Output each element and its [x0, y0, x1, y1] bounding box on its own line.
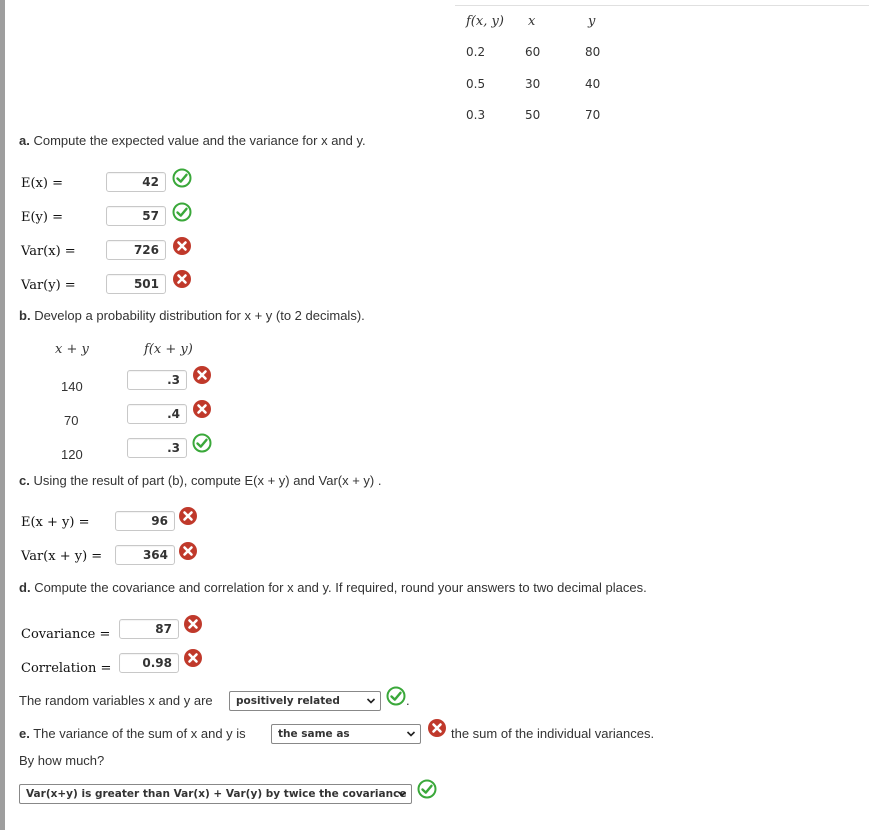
- part-b-letter: b.: [19, 308, 31, 323]
- table-top-border: [455, 5, 869, 6]
- varx-label: Var(x) =: [21, 244, 76, 259]
- xy-column-header: x + y: [55, 342, 89, 357]
- ex-input[interactable]: 42: [106, 172, 166, 192]
- part-e-letter: e.: [19, 726, 30, 741]
- part-e-text-end: the sum of the individual variances.: [451, 726, 655, 741]
- incorrect-x-icon: [172, 236, 192, 256]
- table-cell: 70: [585, 108, 601, 122]
- correlation-input[interactable]: 0.98: [119, 653, 179, 673]
- table-cell: 30: [525, 77, 541, 91]
- relation-period: .: [406, 693, 410, 708]
- incorrect-x-icon: [183, 614, 203, 634]
- table-cell: 60: [525, 45, 541, 59]
- how-much-prompt: By how much?: [19, 753, 105, 768]
- table-cell: 80: [585, 45, 601, 59]
- correct-check-icon: [172, 202, 192, 222]
- fxy-input[interactable]: .3: [127, 370, 187, 390]
- correct-check-icon: [192, 433, 212, 453]
- incorrect-x-icon: [192, 365, 212, 385]
- incorrect-x-icon: [192, 399, 212, 419]
- part-a-prompt: [19, 133, 366, 148]
- table-header-x: x: [528, 14, 536, 29]
- fxy-input[interactable]: .3: [127, 438, 187, 458]
- varxy-label: Var(x + y) =: [21, 549, 103, 564]
- exy-input[interactable]: 96: [115, 511, 175, 531]
- incorrect-x-icon: [183, 648, 203, 668]
- exy-label: E(x + y) =: [21, 515, 90, 530]
- table-cell: 40: [585, 77, 601, 91]
- variance-sum-select-value: the same as: [278, 728, 350, 740]
- table-header-y: y: [588, 14, 596, 29]
- varxy-input[interactable]: 364: [115, 545, 175, 565]
- relation-select[interactable]: [229, 691, 381, 711]
- xy-value: 140: [61, 379, 83, 394]
- incorrect-x-icon: [178, 506, 198, 526]
- part-e-prompt: [19, 726, 246, 741]
- how-much-select[interactable]: [19, 784, 412, 804]
- correlation-label: Correlation =: [21, 661, 112, 676]
- table-cell: 50: [525, 108, 541, 122]
- part-c-text: Using the result of part (b), compute E(x + y) and Var(x + y) .: [33, 473, 382, 488]
- variance-sum-select[interactable]: [271, 724, 421, 744]
- part-b-text: Develop a probability distribution for x + y (to 2 decimals).: [34, 308, 365, 323]
- covariance-input[interactable]: 87: [119, 619, 179, 639]
- part-d-text: Compute the covariance and correlation for x and y. If required, round your answers to two decimal places.: [34, 580, 647, 595]
- part-a-text: Compute the expected value and the variance for x and y.: [33, 133, 366, 148]
- part-c-prompt: [19, 473, 381, 488]
- incorrect-x-icon: [178, 541, 198, 561]
- relation-prompt: The random variables x and y are: [19, 693, 213, 708]
- ex-label: E(x) =: [21, 176, 63, 191]
- table-header-fxy: f(x, y): [466, 14, 504, 29]
- part-d-letter: d.: [19, 580, 31, 595]
- vary-input[interactable]: 501: [106, 274, 166, 294]
- part-a-letter: a.: [19, 133, 30, 148]
- relation-select-value: positively related: [236, 695, 340, 707]
- varx-input[interactable]: 726: [106, 240, 166, 260]
- part-c-letter: c.: [19, 473, 30, 488]
- chevron-down-icon: [397, 789, 407, 799]
- ey-label: E(y) =: [21, 210, 64, 225]
- how-much-select-value: Var(x+y) is greater than Var(x) + Var(y) by twice the covariance: [26, 788, 407, 800]
- part-d-prompt: [19, 580, 647, 595]
- xy-value: 70: [64, 413, 79, 428]
- incorrect-x-icon: [427, 718, 447, 738]
- correct-check-icon: [172, 168, 192, 188]
- table-cell: 0.5: [466, 77, 486, 91]
- correct-check-icon: [386, 686, 406, 706]
- xy-value: 120: [61, 447, 83, 462]
- left-margin-bar: [0, 0, 5, 830]
- fxy-column-header: f(x + y): [144, 342, 193, 357]
- ey-input[interactable]: 57: [106, 206, 166, 226]
- table-cell: 0.3: [466, 108, 486, 122]
- part-e-text: The variance of the sum of x and y is: [33, 726, 246, 741]
- incorrect-x-icon: [172, 269, 192, 289]
- fxy-input[interactable]: .4: [127, 404, 187, 424]
- vary-label: Var(y) =: [21, 278, 76, 293]
- table-cell: 0.2: [466, 45, 486, 59]
- chevron-down-icon: [406, 729, 416, 739]
- covariance-label: Covariance =: [21, 627, 111, 642]
- correct-check-icon: [417, 779, 437, 799]
- part-b-prompt: [19, 308, 365, 323]
- chevron-down-icon: [366, 696, 376, 706]
